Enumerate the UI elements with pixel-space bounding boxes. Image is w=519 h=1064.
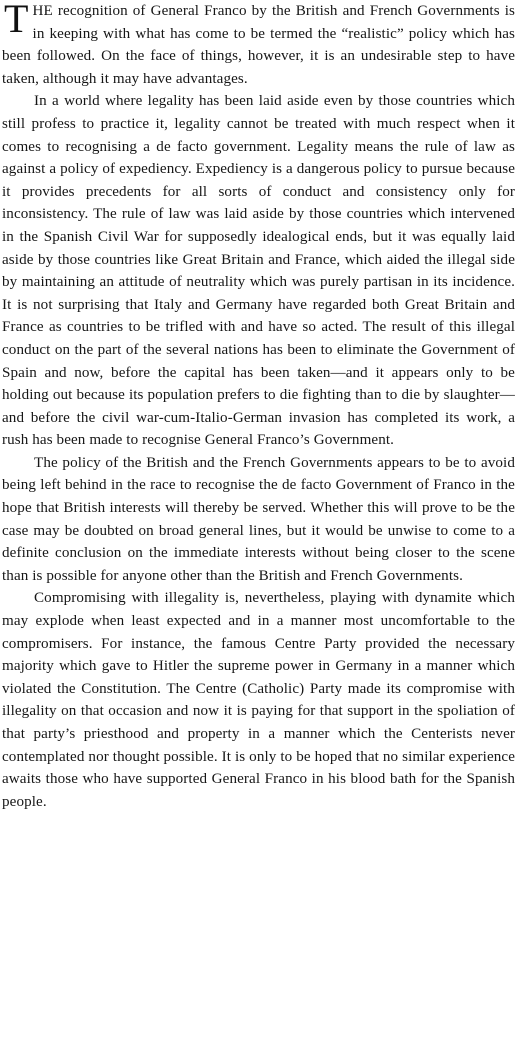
article-paragraph-2: In a world where legality has been laid aside even by those countries which still profess to practice it, legality cannot be treated with much respect when it comes to recognising a de facto government. Legality means the rule of law as against a policy of expediency. Expediency is a dangerous policy to pursue because it provides precedents for all sorts of conduct and consistency only for inconsistency. The rule of law was laid aside by those countries which intervened in the Spanish Civil War for supposedly idealogical ends, but it was equally laid aside by those countries like Great Britain and France, which aided the illegal side by maintaining an attitude of neutrality which was purely partisan in its incidence. It is not surprising that Italy and Germany have regarded both Great Britain and France as countries to be trifled with and have so acted. The result of this illegal conduct on the part of the several nations has been to eliminate the Government of Spain and now, before the capital has been taken—and it appears only to be holding out because its population prefers to die fighting than to die by slaughter—and before the civil war-cum-Italio-German invasion has completed its work, a rush has been made to recognise General Franco’s Government. (2, 93, 515, 449)
paragraph-1-text: HE recognition of General Franco by the British and French Governments is in keeping with what has come to be termed the “realistic” policy which has been followed. On the face of things, however, it is an undesirable step to have taken, although it may have advantages. (2, 3, 515, 87)
article-paragraph-1 (2, 0, 515, 90)
article-paragraph-4: Compromising with illegality is, nevertheless, playing with dynamite which may explode when least expected and in a manner most uncomfortable to the compromisers. For instance, the famous Centre Party provided the necessary majority which gave to Hitler the supreme power in Germany in a manner which violated the Constitution. The Centre (Catholic) Party made its compromise with illegality on that occasion and now it is paying for that support in the spoliation of that party’s priesthood and property in a manner which the Centerists never contemplated nor thought possible. It is only to be hoped that no similar experience awaits those who have supported General Franco in his blood bath for the Spanish people. (2, 590, 515, 810)
article-paragraph-3: The policy of the British and the French Governments appears to be to avoid being left behind in the race to recognise the de facto Government of Franco in the hope that British interests will thereby be served. Whether this will prove to be the case may be doubted on broad general lines, but it would be unwise to come to a definite conclusion on the immediate interests without being closer to the scene than is possible for anyone other than the British and French Governments. (2, 454, 515, 584)
drop-cap-letter: T (4, 0, 29, 41)
